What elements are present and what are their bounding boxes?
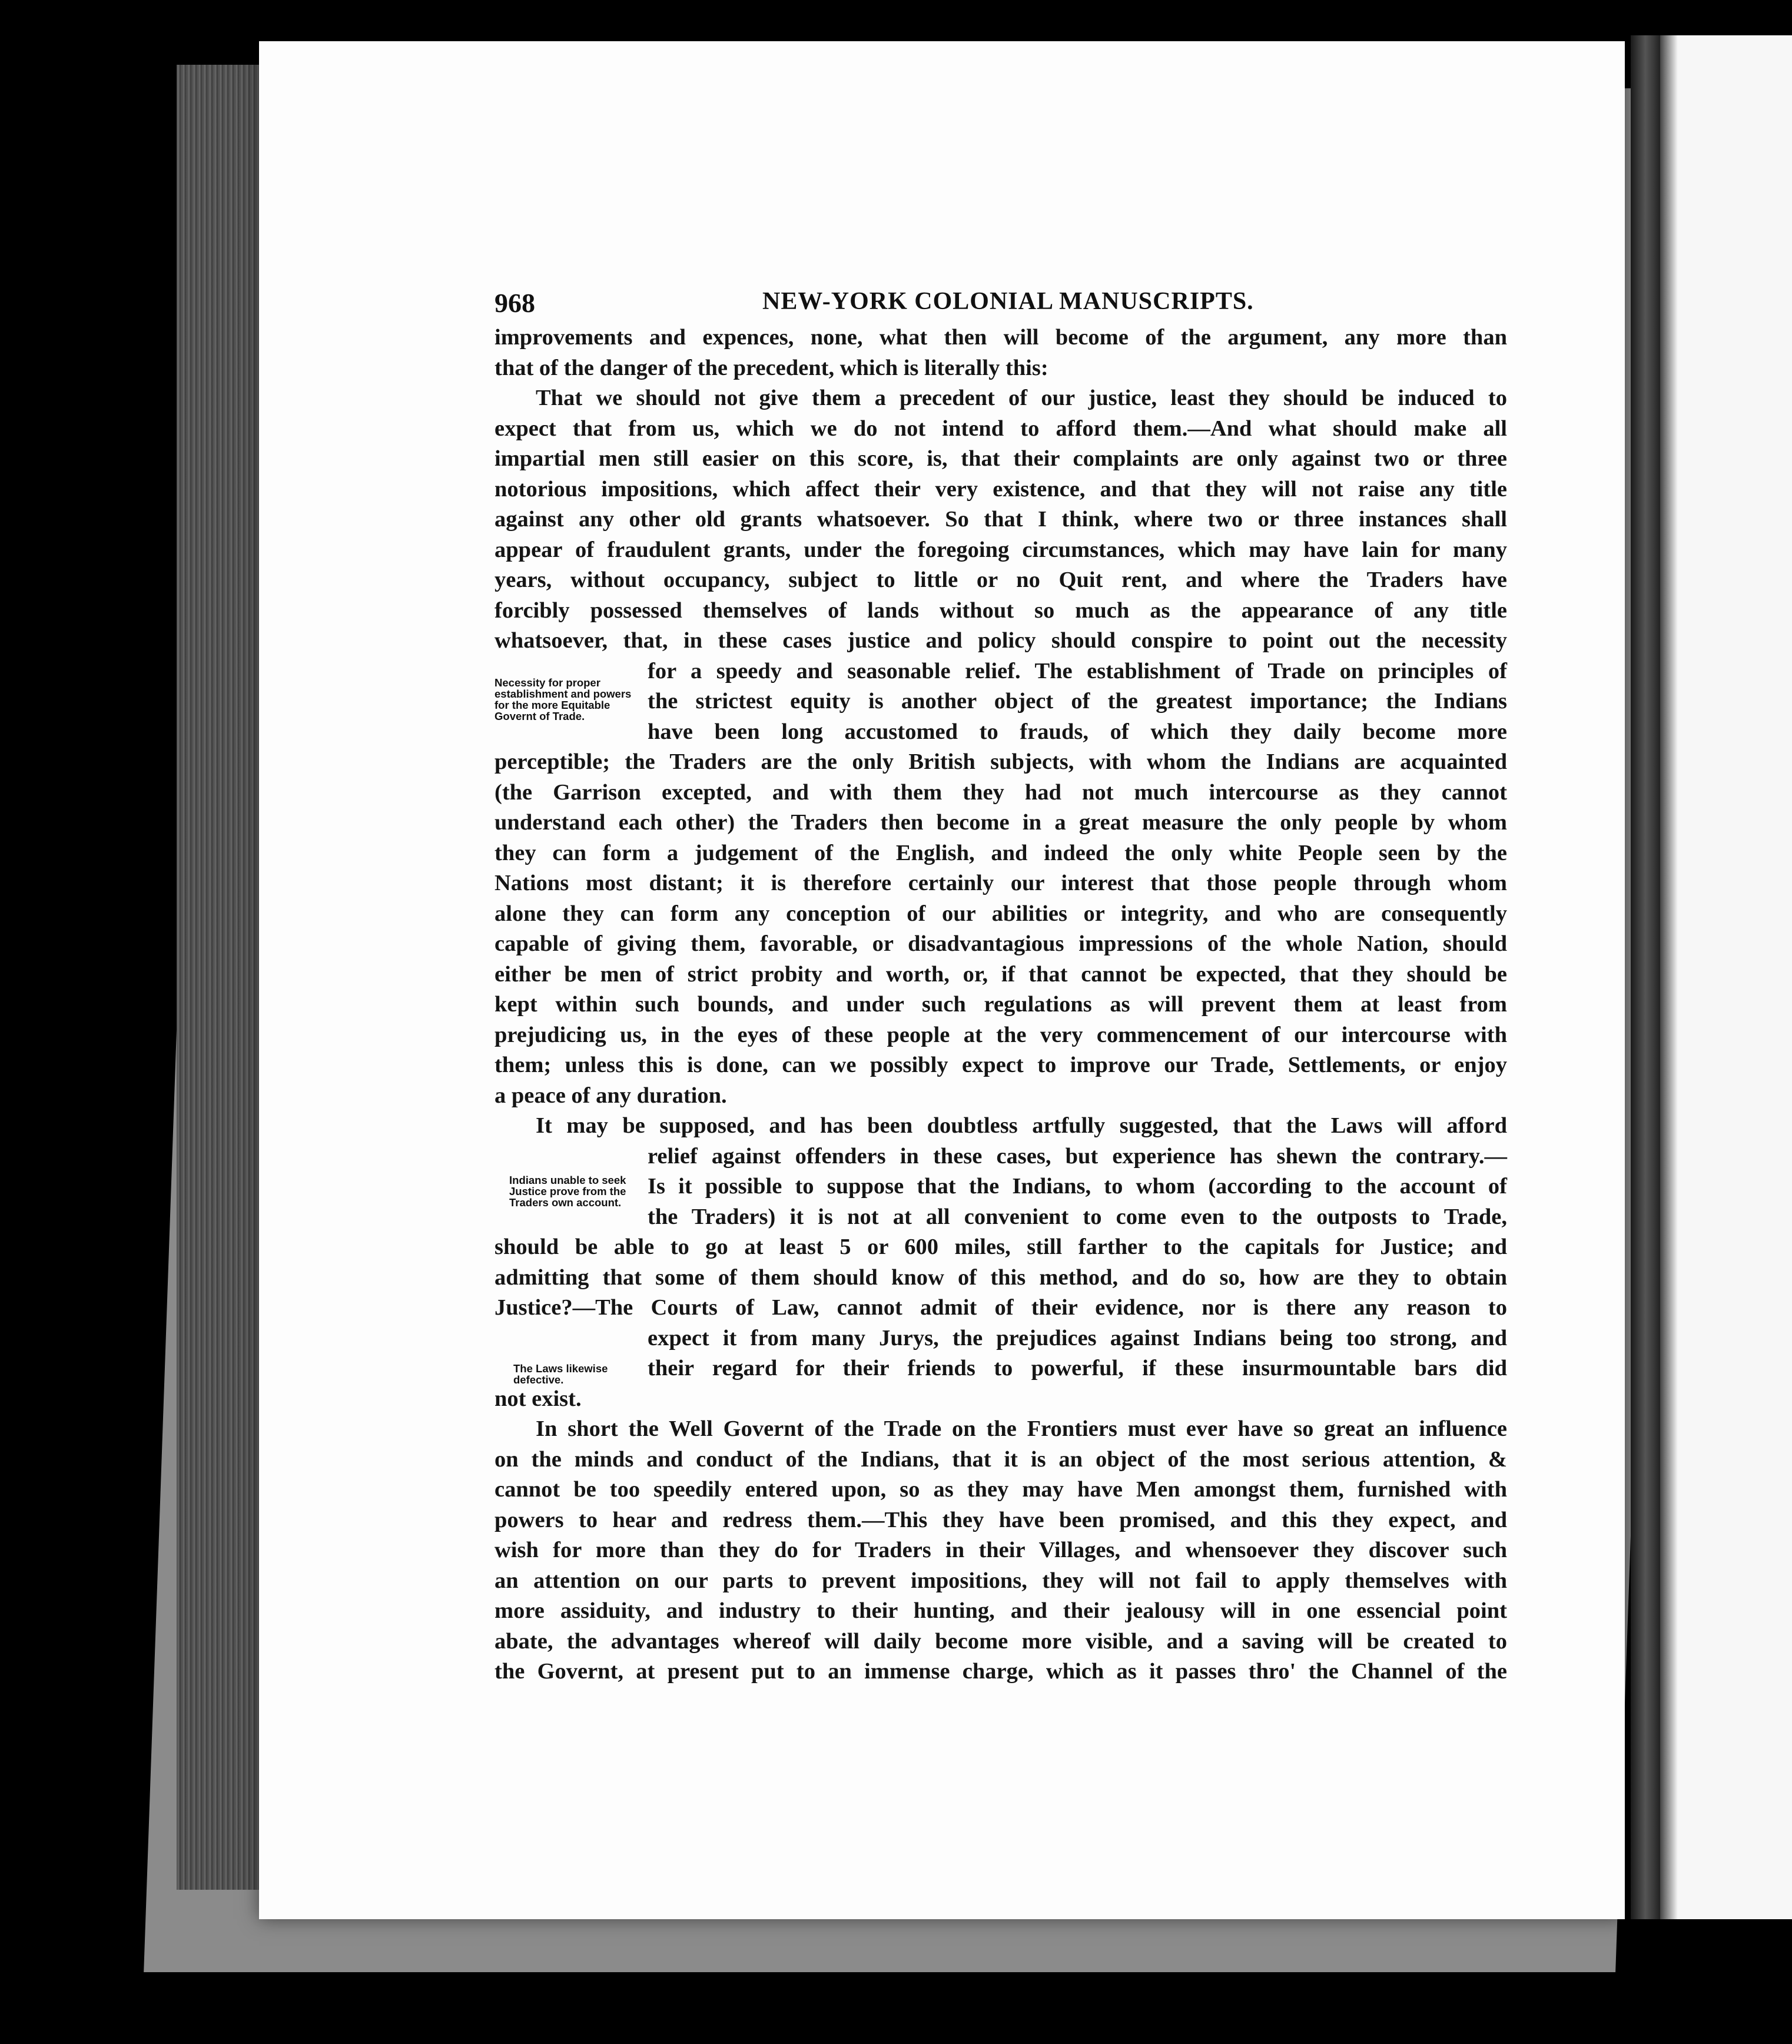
text-line: notorious impositions, which affect their very existence, and that they will not raise any title: [495, 476, 1507, 502]
text-line: powers to hear and redress them.—This they have been promised, and this they expect, and: [495, 1507, 1507, 1532]
margin-note: Indians unable to seek Justice prove from the Traders own account.: [509, 1174, 626, 1209]
text-line: the Governt, at present put to an immense charge, which as it passes thro' the Channel of the: [495, 1659, 1507, 1684]
text-line: impartial men still easier on this score, is, that their complaints are only against two or three: [495, 446, 1507, 471]
text-line: Justice?—The Courts of Law, cannot admit of their evidence, nor is there any reason to: [495, 1295, 1507, 1320]
text-line: expect that from us, which we do not intend to afford them.—And what should make all: [495, 416, 1507, 441]
facing-page-shadow: [1660, 35, 1678, 1919]
text-line: a peace of any duration.: [495, 1083, 727, 1108]
text-line: understand each other) the Traders then become in a great measure the only people by whom: [495, 810, 1507, 835]
text-line: they can form a judgement of the English, and indeed the only white People seen by the: [495, 840, 1507, 865]
text-line: the Traders) it is not at all convenient to come even to the outposts to Trade,: [648, 1204, 1507, 1229]
text-line: abate, the advantages whereof will daily become more visible, and a saving will be created to: [495, 1628, 1507, 1654]
page-header: [495, 287, 1660, 323]
text-line: either be men of strict probity and worth, or, if that cannot be expected, that they should be: [495, 961, 1507, 987]
text-line: have been long accustomed to frauds, of which they daily become more: [648, 719, 1507, 744]
text-line: that of the danger of the precedent, which is literally this:: [495, 355, 1048, 380]
text-line: admitting that some of them should know of this method, and do so, how are they to obtain: [495, 1265, 1507, 1290]
text-line: capable of giving them, favorable, or disadvantagious impressions of the whole Nation, should: [495, 931, 1507, 956]
text-line: forcibly possessed themselves of lands without so much as the appearance of any title: [495, 598, 1507, 623]
text-line: (the Garrison excepted, and with them they had not much intercourse as they cannot: [495, 779, 1507, 805]
text-line: That we should not give them a precedent of our justice, least they should be induced to: [536, 386, 1507, 410]
text-line: It may be supposed, and has been doubtless artfully suggested, that the Laws will afford: [536, 1113, 1507, 1138]
text-line: their regard for their friends to powerful, if these insurmountable bars did: [648, 1356, 1507, 1381]
text-line: years, without occupancy, subject to little or no Quit rent, and where the Traders have: [495, 568, 1507, 592]
text-line: expect it from many Jurys, the prejudices against Indians being too strong, and: [648, 1325, 1507, 1350]
text-line: should be able to go at least 5 or 600 miles, still farther to the capitals for Justice; and: [495, 1235, 1507, 1259]
text-line: not exist.: [495, 1386, 582, 1411]
text-line: the strictest equity is another object of the greatest importance; the Indians: [648, 689, 1507, 714]
book-page-edges: [177, 65, 259, 1890]
text-line: In short the Well Governt of the Trade on the Frontiers must ever have so great an influence: [536, 1416, 1507, 1441]
facing-page: [1660, 35, 1792, 1919]
text-line: improvements and expences, none, what then will become of the argument, any more than: [495, 325, 1507, 350]
text-line: Is it possible to suppose that the Indians, to whom (according to the account of: [648, 1174, 1507, 1199]
page-number: 968: [495, 288, 535, 318]
text-line: appear of fraudulent grants, under the foregoing circumstances, which may have lain for many: [495, 537, 1507, 562]
text-line: on the minds and conduct of the Indians, that it is an object of the most serious attention, &: [495, 1446, 1507, 1472]
running-title: NEW-YORK COLONIAL MANUSCRIPTS.: [762, 288, 1254, 315]
text-line: an attention on our parts to prevent impositions, they will not fail to apply themselves with: [495, 1568, 1507, 1593]
text-line: perceptible; the Traders are the only British subjects, with whom the Indians are acquainted: [495, 749, 1507, 774]
text-line: relief against offenders in these cases, but experience has shewn the contrary.—: [648, 1143, 1507, 1169]
text-line: Nations most distant; it is therefore certainly our interest that those people through whom: [495, 871, 1507, 895]
body-text: [495, 323, 1507, 1687]
text-line: them; unless this is done, can we possibly expect to improve our Trade, Settlements, or enjoy: [495, 1053, 1507, 1077]
text-line: for a speedy and seasonable relief. The establishment of Trade on principles of: [648, 658, 1507, 683]
text-line: alone they can form any conception of our abilities or integrity, and who are consequently: [495, 901, 1507, 926]
text-line: against any other old grants whatsoever. So that I think, where two or three instances shall: [495, 507, 1507, 532]
text-line: kept within such bounds, and under such regulations as will prevent them at least from: [495, 992, 1507, 1017]
text-line: prejudicing us, in the eyes of these people at the very commencement of our intercourse with: [495, 1022, 1507, 1047]
text-line: cannot be too speedily entered upon, so as they may have Men amongst them, furnished with: [495, 1477, 1507, 1502]
text-line: wish for more than they do for Traders in their Villages, and whensoever they discover such: [495, 1538, 1507, 1562]
margin-note: Necessity for proper establishment and powers for the more Equitable Governt of Trade.: [495, 676, 632, 722]
text-line: whatsoever, that, in these cases justice and policy should conspire to point out the necessity: [495, 628, 1507, 653]
margin-note: The Laws likewise defective.: [513, 1362, 608, 1386]
text-line: more assiduity, and industry to their hunting, and their jealousy will in one essencial point: [495, 1598, 1507, 1623]
